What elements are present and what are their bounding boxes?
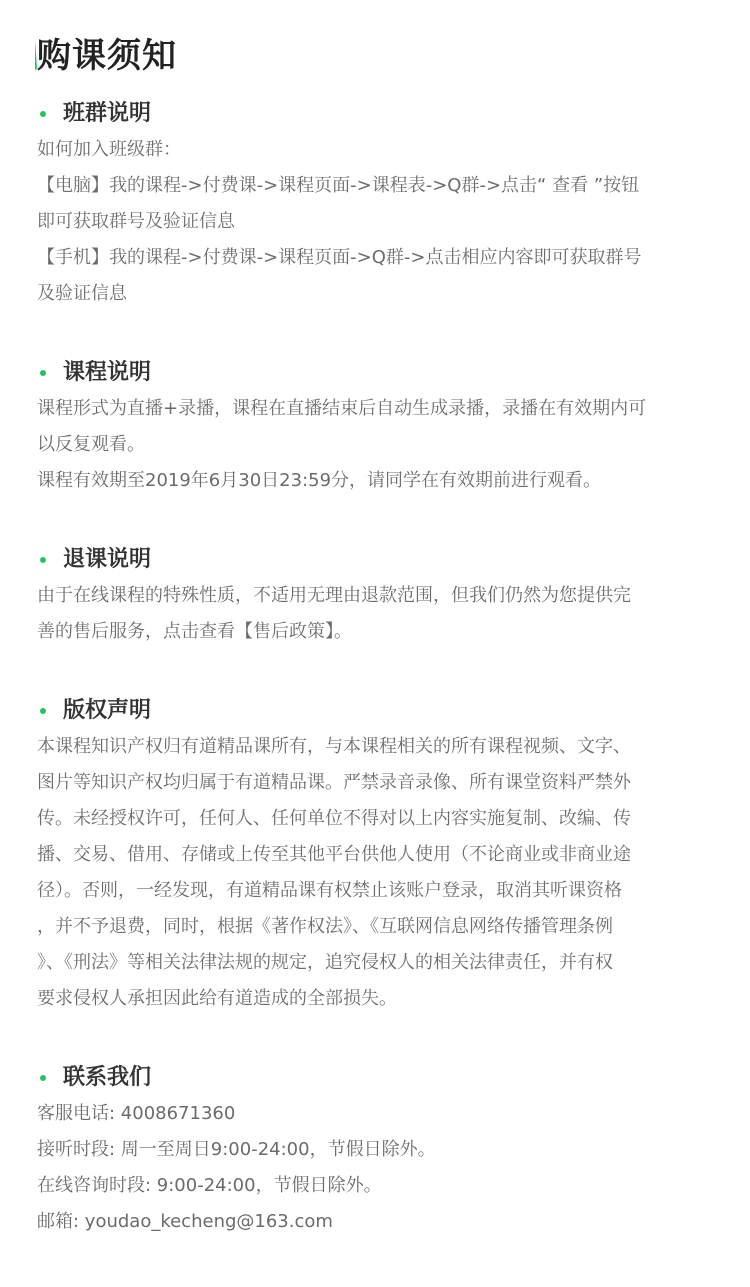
body-line: 由于在线课程的特殊性质，不适用无理由退款范围，但我们仍然为您提供完 <box>37 585 631 606</box>
body-line: 传。未经授权许可，任何人、任何单位不得对以上内容实施复制、改编、传 <box>37 808 631 829</box>
section-refund <box>37 542 717 650</box>
body-line: 径）。否则，一经发现，有道精品课有权禁止该账户登录，取消其听课资格 <box>37 880 622 901</box>
section-title: 退课说明 <box>63 547 152 572</box>
section-header <box>37 542 717 578</box>
bullet-icon <box>40 370 46 376</box>
body-line: 及验证信息 <box>37 283 127 304</box>
section-header <box>37 96 717 132</box>
bullet-icon <box>40 111 46 117</box>
chat-hours-line: 在线咨询时段: 9:00-24:00，节假日除外。 <box>37 1175 382 1196</box>
body-line: 【电脑】我的课程->付费课->课程页面->课程表->Q群->点击“ 查看 ”按钮 <box>37 175 640 196</box>
section-title: 班群说明 <box>63 101 152 126</box>
section-course-info <box>37 355 717 499</box>
body-line: 善的售后服务，点击查看【售后政策】。 <box>37 621 352 642</box>
body-line: ，并不予退费，同时，根据《著作权法》、《互联网信息网络传播管理条例 <box>37 916 613 937</box>
bullet-icon <box>40 708 46 714</box>
section-class-group <box>37 96 717 312</box>
page-title: 购课须知 <box>37 36 177 76</box>
bullet-icon <box>40 557 46 563</box>
section-body <box>37 729 717 1017</box>
section-copyright <box>37 693 717 1017</box>
body-line: 本课程知识产权归有道精品课所有，与本课程相关的所有课程视频、文字、 <box>37 736 631 757</box>
section-header <box>37 693 717 729</box>
body-line: 图片等知识产权均归属于有道精品课。严禁录音录像、所有课堂资料严禁外 <box>37 772 631 793</box>
body-line: 播、交易、借用、存储或上传至其他平台供他人使用（不论商业或非商业途 <box>37 844 631 865</box>
section-title: 联系我们 <box>63 1065 152 1090</box>
email-line: 邮箱: youdao_kecheng@163.com <box>37 1211 333 1232</box>
section-header <box>37 355 717 391</box>
body-line: 即可获取群号及验证信息 <box>37 211 235 232</box>
body-line: 课程形式为直播+录播，课程在直播结束后自动生成录播，录播在有效期内可 <box>37 398 647 419</box>
section-body <box>37 578 717 650</box>
body-line: 【手机】我的课程->付费课->课程页面->Q群->点击相应内容即可获取群号 <box>37 247 642 268</box>
body-line: 如何加入班级群： <box>37 139 181 160</box>
section-contact <box>37 1060 717 1240</box>
section-body <box>37 391 717 499</box>
section-title: 课程说明 <box>63 360 152 385</box>
hours-line: 接听时段: 周一至周日9:00-24:00，节假日除外。 <box>37 1139 436 1160</box>
phone-line: 客服电话: 4008671360 <box>37 1103 236 1124</box>
section-body <box>37 132 717 312</box>
section-body <box>37 1096 717 1240</box>
body-line: 》、《刑法》等相关法律法规的规定，追究侵权人的相关法律责任，并有权 <box>37 952 613 973</box>
bullet-icon <box>40 1075 46 1081</box>
body-line: 以反复观看。 <box>37 434 145 455</box>
section-header <box>37 1060 717 1096</box>
body-line: 要求侵权人承担因此给有道造成的全部损失。 <box>37 988 397 1009</box>
body-line: 课程有效期至2019年6月30日23:59分，请同学在有效期前进行观看。 <box>37 470 602 491</box>
section-title: 版权声明 <box>63 698 152 723</box>
